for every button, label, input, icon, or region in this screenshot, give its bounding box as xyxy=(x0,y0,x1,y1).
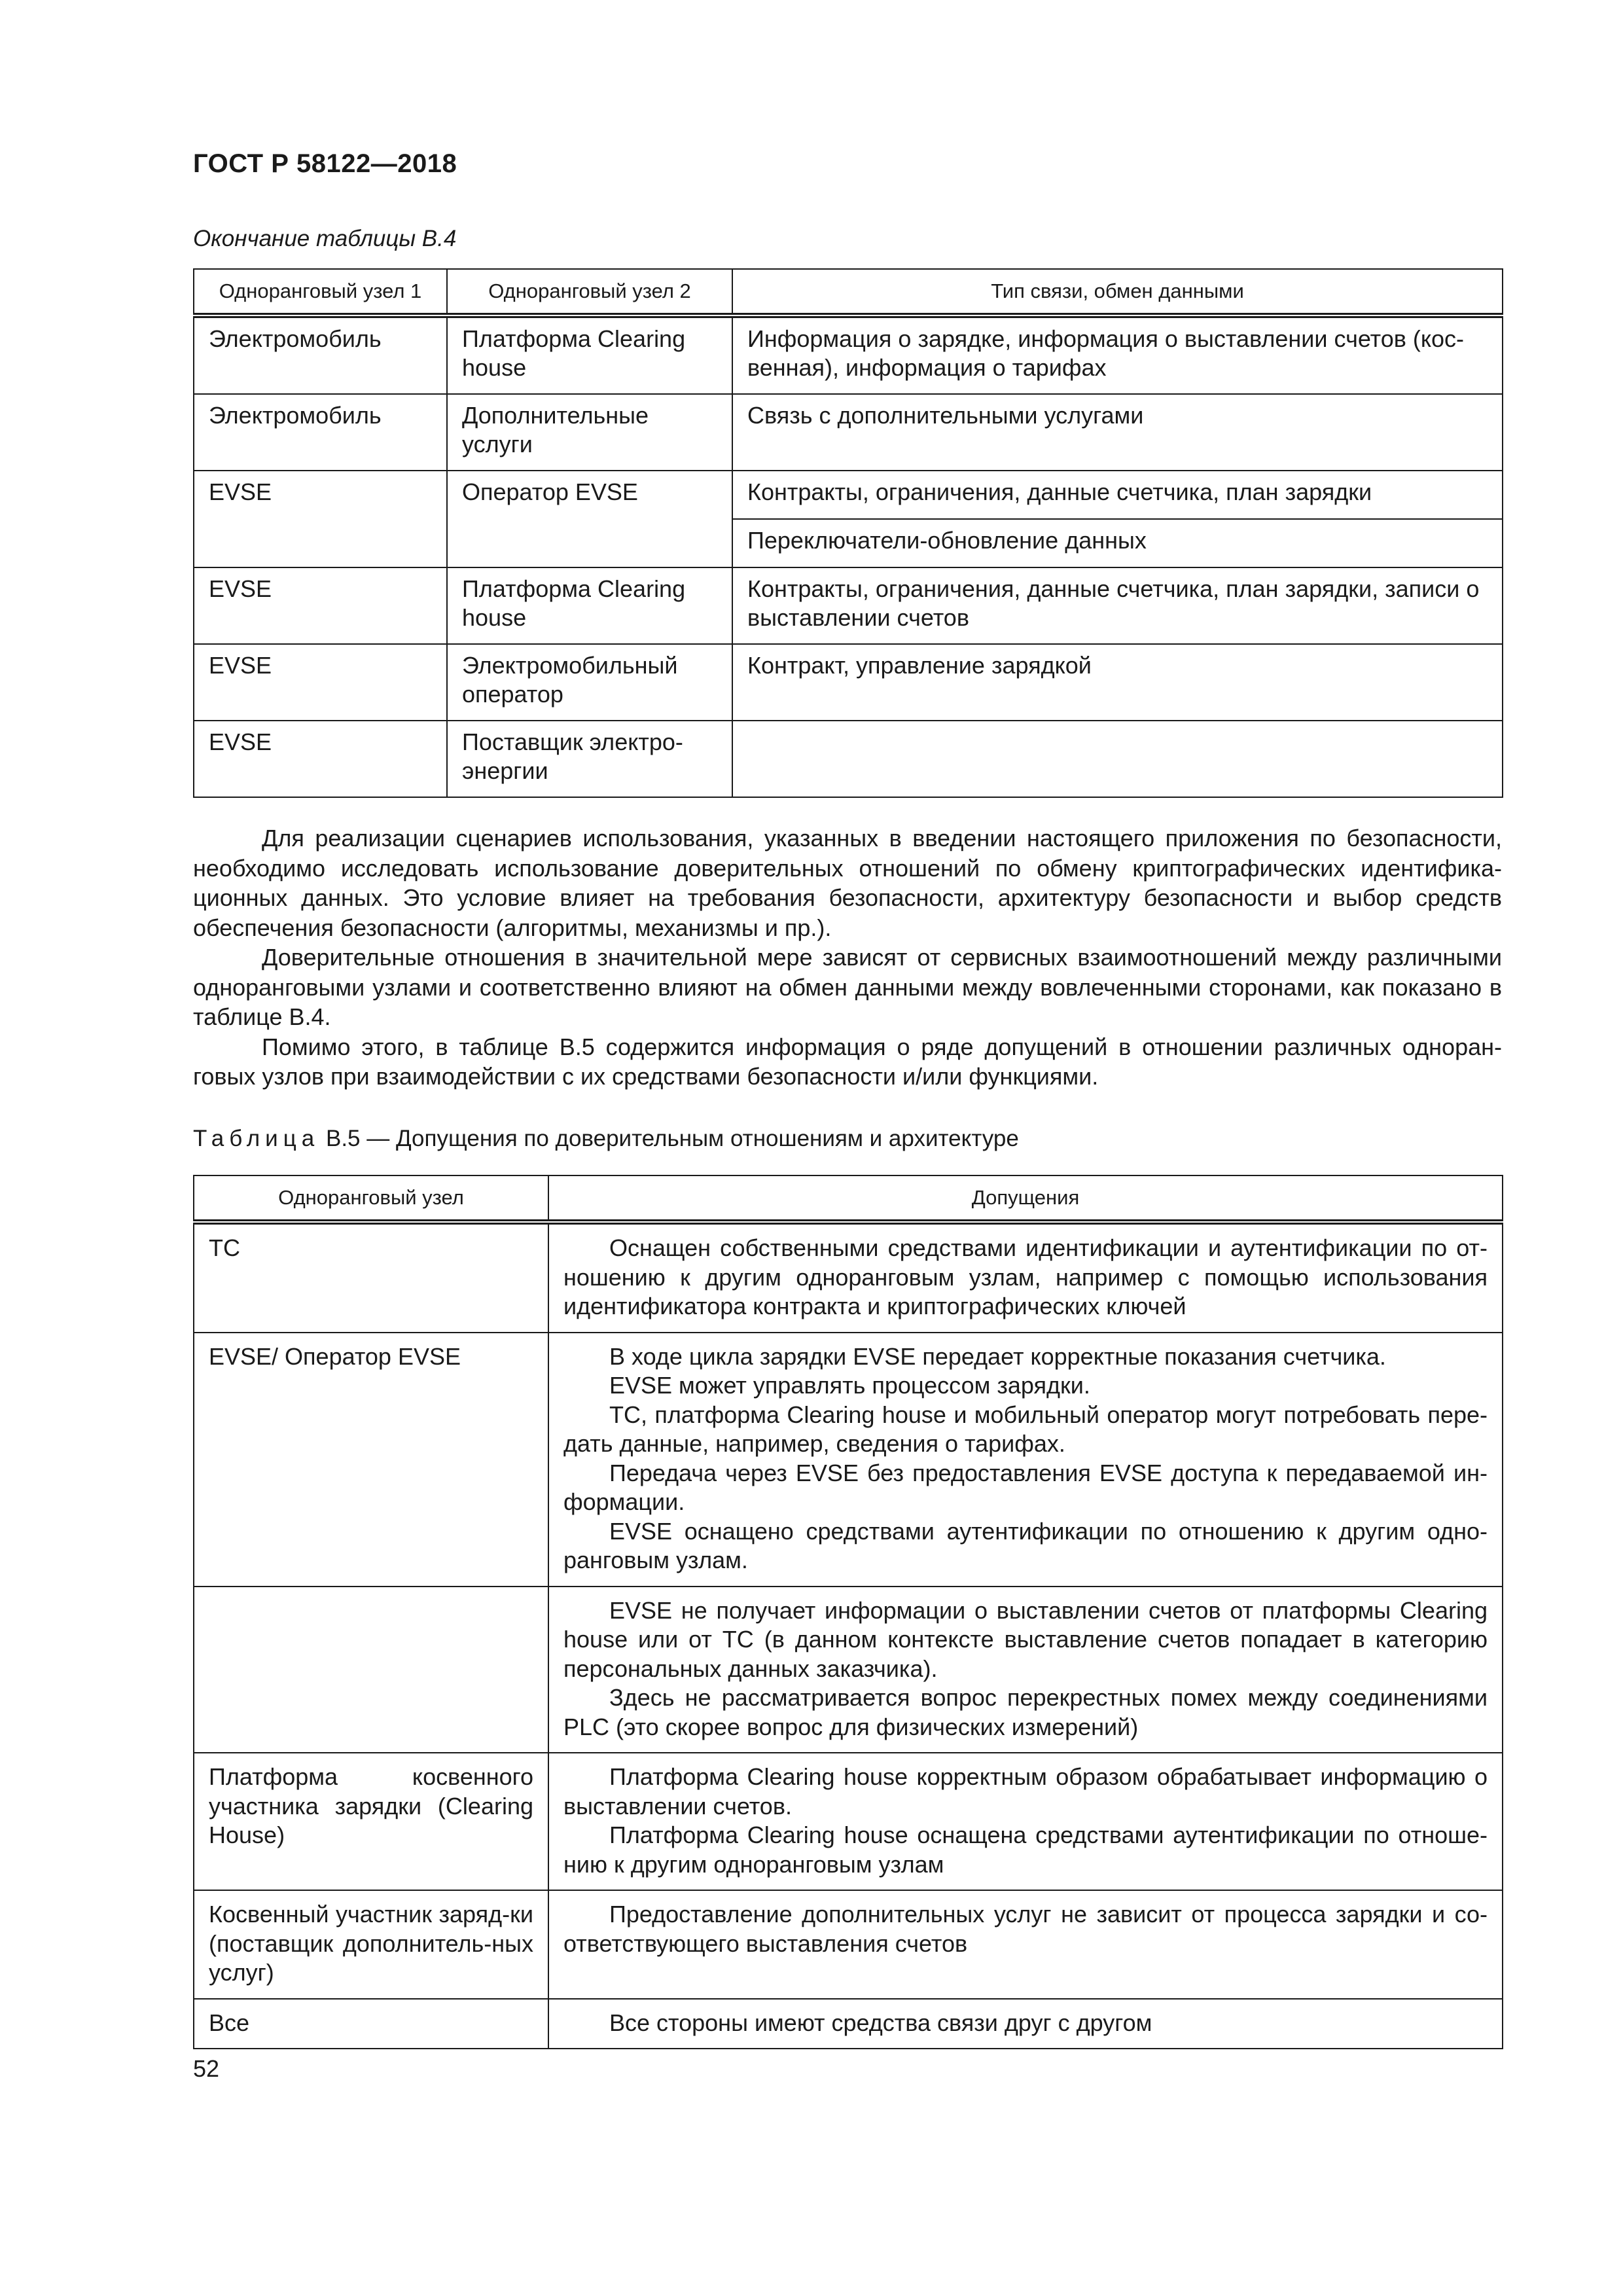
assumption-text: Передача через EVSE без предоставления EVSE доступа к передаваемой ин-формации. xyxy=(563,1459,1488,1515)
table-b5-caption xyxy=(193,1126,1019,1152)
cell-node2: Дополнительные услуги xyxy=(447,394,732,471)
assumption-text: ТС, платформа Clearing house и мобильный оператор могут потребовать пере-дать данные, например, сведения о тарифах. xyxy=(563,1401,1488,1457)
cell-node xyxy=(194,1587,548,1753)
assumption-text: EVSE оснащено средствами аутентификации по отношению к другим одно-ранговым узлам. xyxy=(563,1517,1488,1573)
table-row xyxy=(194,1999,1503,2049)
cell-node: EVSE/ Оператор EVSE xyxy=(194,1333,548,1587)
cell-exchange: Контракты, ограничения, данные счетчика, план зарядки xyxy=(732,471,1503,519)
cell-node2: Оператор EVSE xyxy=(447,471,732,567)
column-header: Одноранговый узел 2 xyxy=(447,269,732,315)
assumption-text: Платформа Clearing house корректным образом обрабатывает информацию о выставлении счетов. xyxy=(563,1763,1488,1820)
assumption-text: EVSE не получает информации о выставлении счетов от платформы Clearing house или от ТС (в данном контексте выставление счетов попадает в категорию персональных данных заказчика). xyxy=(563,1596,1488,1682)
paragraph: Для реализации сценариев использования, указанных в введении настоящего приложения по безопасности, необходимо исследовать использование доверительных отношений по обмену криптографических идентифика-ционных данных. Это условие влияет на требования безопасности, архитектуру безопасности и выбор средств обеспечения безопасности (алгоритмы, механизмы и пр.). xyxy=(193,825,1502,941)
table-row xyxy=(194,644,1503,721)
column-header: Одноранговый узел xyxy=(194,1175,548,1222)
assumption-text: Предоставление дополнительных услуг не зависит от процесса зарядки и со-ответствующего выставления счетов xyxy=(563,1901,1488,1957)
body-text xyxy=(193,823,1502,1092)
page-number: 52 xyxy=(193,2055,220,2082)
cell-assumptions xyxy=(548,1222,1503,1333)
cell-node: Платформа косвенного участника зарядки (Clearing House) xyxy=(194,1753,548,1890)
table-b4-header-row xyxy=(194,269,1503,315)
cell-node2: Платформа Clearing house xyxy=(447,315,732,394)
cell-node1: EVSE xyxy=(194,471,447,567)
table-b5-header-row xyxy=(194,1175,1503,1222)
cell-assumptions xyxy=(548,1333,1503,1587)
assumption-text: EVSE может управлять процессом зарядки. xyxy=(609,1372,1090,1399)
cell-node: Косвенный участник заряд-ки (поставщик дополнитель-ных услуг) xyxy=(194,1890,548,1999)
table-row xyxy=(194,721,1503,797)
assumption-text: Платформа Clearing house оснащена средствами аутентификации по отноше-нию к другим одноранговым узлам xyxy=(563,1821,1488,1878)
cell-exchange: Контракты, ограничения, данные счетчика, план зарядки, записи о выставлении счетов xyxy=(732,567,1503,644)
table-b4 xyxy=(193,268,1503,798)
table-row xyxy=(194,1333,1503,1587)
table-row xyxy=(194,1587,1503,1753)
cell-node1: Электромобиль xyxy=(194,394,447,471)
cell-assumptions xyxy=(548,1753,1503,1890)
cell-exchange xyxy=(732,721,1503,797)
cell-assumptions xyxy=(548,1890,1503,1999)
table-row xyxy=(194,1753,1503,1890)
cell-node1: EVSE xyxy=(194,721,447,797)
paragraph: Доверительные отношения в значительной мере зависят от сервисных взаимоотношений между различными одноранговыми узлами и соответственно влияют на обмен данными между вовлеченными сторонами, как показано в таблице В.4. xyxy=(193,944,1502,1030)
column-header: Допущения xyxy=(548,1175,1503,1222)
assumption-text: Здесь не рассматривается вопрос перекрестных помех между соединениями PLC (это скорее вопрос для физических измерений) xyxy=(563,1684,1488,1740)
table-b5-caption-label: Таблица xyxy=(193,1126,320,1151)
cell-assumptions xyxy=(548,1587,1503,1753)
cell-node2: Электромобильный оператор xyxy=(447,644,732,721)
cell-node1: Электромобиль xyxy=(194,315,447,394)
assumption-text: В ходе цикла зарядки EVSE передает корректные показания счетчика. xyxy=(609,1342,1386,1370)
table-row xyxy=(194,394,1503,471)
table-b5 xyxy=(193,1175,1503,2049)
table-row xyxy=(194,1890,1503,1999)
table-row xyxy=(194,567,1503,644)
cell-exchange: Информация о зарядке, информация о выставлении счетов (кос-венная), информация о тарифах xyxy=(732,315,1503,394)
cell-exchange: Переключатели-обновление данных xyxy=(732,519,1503,567)
document-header: ГОСТ Р 58122—2018 xyxy=(193,149,457,178)
cell-exchange: Связь с дополнительными услугами xyxy=(732,394,1503,471)
cell-node: ТС xyxy=(194,1222,548,1333)
cell-node: Все xyxy=(194,1999,548,2049)
column-header: Одноранговый узел 1 xyxy=(194,269,447,315)
cell-node2: Поставщик электро-энергии xyxy=(447,721,732,797)
cell-exchange: Контракт, управление зарядкой xyxy=(732,644,1503,721)
table-row xyxy=(194,315,1503,394)
column-header: Тип связи, обмен данными xyxy=(732,269,1503,315)
table-row xyxy=(194,471,1503,519)
table-row xyxy=(194,1222,1503,1333)
assumption-text: Все стороны имеют средства связи друг с другом xyxy=(609,2009,1152,2036)
cell-assumptions xyxy=(548,1999,1503,2049)
table-b4-caption: Окончание таблицы В.4 xyxy=(193,226,457,251)
table-b5-caption-title: В.5 — Допущения по доверительным отношениям и архитектуре xyxy=(325,1126,1019,1151)
cell-node2: Платформа Clearing house xyxy=(447,567,732,644)
cell-node1: EVSE xyxy=(194,567,447,644)
paragraph: Помимо этого, в таблице В.5 содержится информация о ряде допущений в отношении различных однoран-говых узлов при взаимодействии с их средствами безопасности и/или функциями. xyxy=(193,1033,1502,1090)
cell-node1: EVSE xyxy=(194,644,447,721)
assumption-text: Оснащен собственными средствами идентификации и аутентификации по от-ношению к другим одноранговым узлам, например с помощью использования идентификатора контракта и криптографических ключей xyxy=(563,1234,1488,1319)
